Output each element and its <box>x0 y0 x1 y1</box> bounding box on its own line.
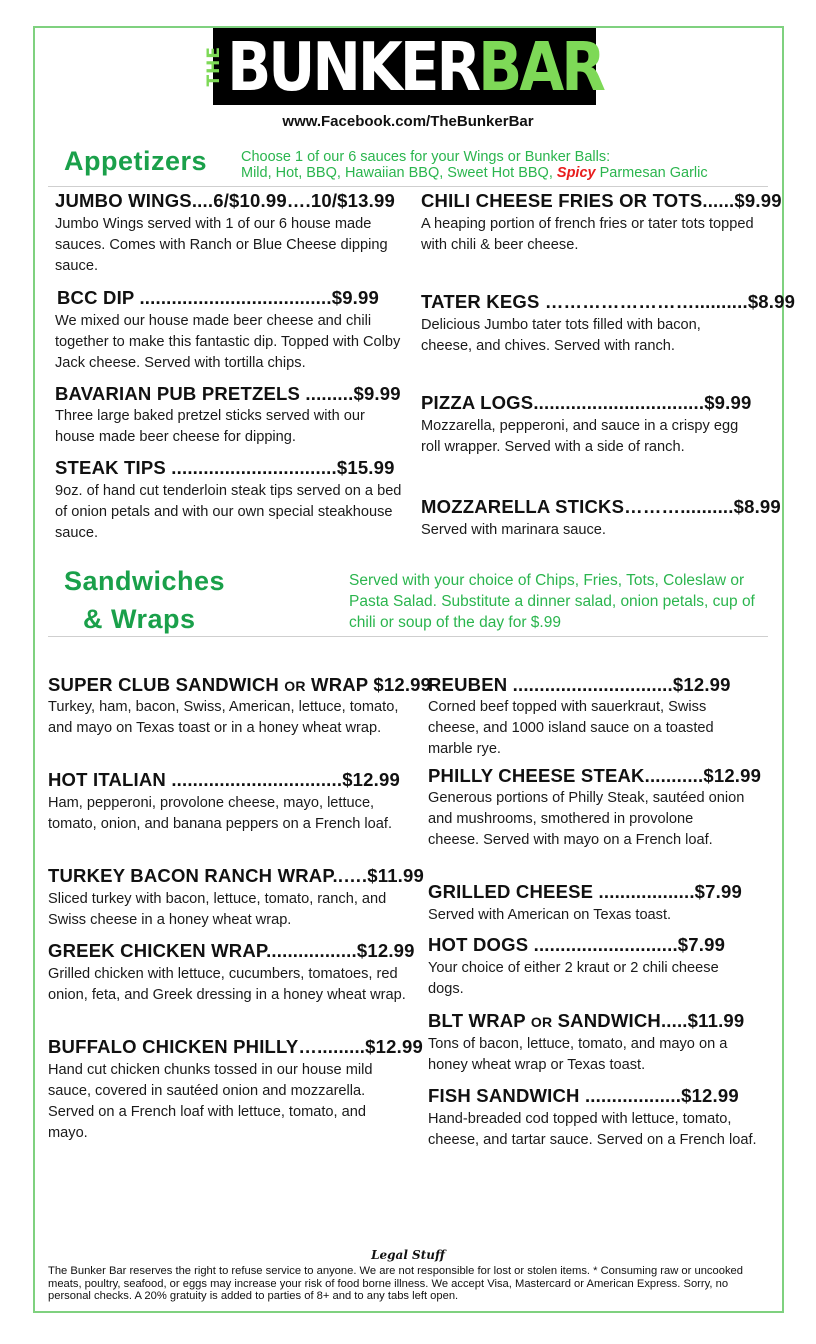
title-or: OR <box>284 678 306 694</box>
menu-item-title: FISH SANDWICH ..................$12.99 <box>428 1085 739 1106</box>
menu-item-description: Grilled chicken with lettuce, cucumbers, tomatoes, red onion, feta, and Greek dressing in a honey wheat wrap. <box>48 966 406 1003</box>
appetizers-divider <box>48 186 768 187</box>
spicy-label: Spicy <box>556 165 596 181</box>
sauce-note-line2 <box>241 165 761 181</box>
menu-item-title: MOZZARELLA STICKS………..........$8.99 <box>421 496 781 517</box>
title-part: WRAP $12.99 <box>305 674 432 695</box>
appetizers-title: Appetizers <box>64 146 208 176</box>
menu-item-title: HOT DOGS ...........................$7.99 <box>428 934 726 955</box>
appetizers-sauce-note <box>241 149 761 181</box>
menu-item-description: Served with marinara sauce. <box>421 522 606 538</box>
menu-item-title: REUBEN ..............................$12.99 <box>428 674 731 695</box>
menu-item-description: Served with American on Texas toast. <box>428 907 672 923</box>
menu-item-description: Your choice of either 2 kraut or 2 chili cheese dogs. <box>428 960 719 997</box>
menu-item-title: CHILI CHEESE FRIES OR TOTS......$9.99 <box>421 190 782 211</box>
menu-item-description: A heaping portion of french fries or tater tots topped with chili & beer cheese. <box>421 216 754 253</box>
sandwiches-title-line2: & Wraps <box>83 604 196 634</box>
logo-the: THE <box>204 46 225 87</box>
menu-item-title: PIZZA LOGS................................$9.99 <box>421 392 752 413</box>
menu-item-description: Three large baked pretzel sticks served with our house made beer cheese for dipping. <box>55 408 365 445</box>
logo-bar: BAR <box>478 27 603 106</box>
facebook-link[interactable]: www.Facebook.com/TheBunkerBar <box>282 113 534 130</box>
menu-item-description: Sliced turkey with bacon, lettuce, tomato, ranch, and Swiss cheese in a honey wheat wrap. <box>48 891 387 928</box>
menu-item-title <box>48 674 431 696</box>
menu-item-description: Jumbo Wings served with 1 of our 6 house made sauces. Comes with Ranch or Blue Cheese dipping sauce. <box>55 216 388 274</box>
menu-item-description: Hand cut chicken chunks tossed in our house mild sauce, covered in sautéed onion and mozzarella. Served on a French loaf with lettuce, tomato, and mayo. <box>48 1062 373 1141</box>
legal-text: The Bunker Bar reserves the right to refuse service to anyone. We are not responsible for lost or stolen items. * Consuming raw or uncooked meats, poultry, seafood, or eggs may increase your risk of food borne illness. We accept Visa, Mastercard or American Express. Sorry, no personal checks. A 20% gratuity is added to parties of 8+ and to any tabs left open. <box>48 1265 744 1302</box>
menu-item-title: GRILLED CHEESE ..................$7.99 <box>428 881 742 902</box>
menu-item-title: HOT ITALIAN ................................$12.99 <box>48 769 400 790</box>
substitute-note: Substitute a dinner salad, onion petals, cup of chili or soup of the day for $.99 <box>349 593 755 631</box>
menu-item-title: BUFFALO CHICKEN PHILLY….........$12.99 <box>48 1036 423 1057</box>
menu-item-description: Turkey, ham, bacon, Swiss, American, lettuce, tomato, and mayo on Texas toast or in a honey wheat wrap. <box>48 699 399 736</box>
menu-item-title: TURKEY BACON RANCH WRAP..….$11.99 <box>48 865 424 886</box>
title-part: SANDWICH.....$11.99 <box>552 1010 745 1031</box>
menu-item-description: Corned beef topped with sauerkraut, Swiss cheese, and 1000 island sauce on a toasted marble rye. <box>428 699 714 757</box>
legal-title: Legal Stuff <box>371 1248 445 1262</box>
bunker-bar-logo <box>204 27 603 106</box>
menu-item-description: 9oz. of hand cut tenderloin steak tips served on a bed of onion petals and with our own special steakhouse sauce. <box>55 483 402 541</box>
menu-item-title: JUMBO WINGS....6/$10.99….10/$13.99 <box>55 190 395 211</box>
sauce-list-end: Parmesan Garlic <box>595 165 708 181</box>
sandwiches-title-line1: Sandwiches <box>64 566 226 596</box>
menu-item-description: Ham, pepperoni, provolone cheese, mayo, lettuce, tomato, onion, and banana peppers on a French loaf. <box>48 795 393 832</box>
sandwiches-divider <box>48 636 768 637</box>
sandwiches-side-note <box>349 570 761 633</box>
sauce-note-line1: Choose 1 of our 6 sauces for your Wings or Bunker Balls: <box>241 149 611 165</box>
title-part: SUPER CLUB SANDWICH <box>48 674 285 695</box>
title-part: BLT WRAP <box>428 1010 531 1031</box>
menu-item-title: BAVARIAN PUB PRETZELS .........$9.99 <box>55 383 401 404</box>
menu-item-description: Hand-breaded cod topped with lettuce, tomato, cheese, and tartar sauce. Served on a French loaf. <box>428 1111 757 1148</box>
menu-item-description: Delicious Jumbo tater tots filled with bacon, cheese, and chives. Served with ranch. <box>421 317 701 354</box>
menu-item-title <box>428 1010 744 1032</box>
menu-item-description: Generous portions of Philly Steak, sautéed onion and mushrooms, smothered in provolone cheese. Served with mayo on a French loaf. <box>428 790 745 848</box>
menu-item-title: PHILLY CHEESE STEAK...........$12.99 <box>428 765 762 786</box>
sauce-list: Mild, Hot, BBQ, Hawaiian BBQ, Sweet Hot BBQ, <box>241 165 557 181</box>
menu-item-title: STEAK TIPS ...............................$15.99 <box>55 457 395 478</box>
menu-item-description: We mixed our house made beer cheese and chili together to make this fantastic dip. Topped with Colby Jack cheese. Served with tortilla chips. <box>55 313 401 371</box>
menu-item-description: Mozzarella, pepperoni, and sauce in a crispy egg roll wrapper. Served with a side of ranch. <box>421 418 739 455</box>
menu-item-title: BCC DIP ....................................$9.99 <box>57 287 379 308</box>
menu-item-title: TATER KEGS ……………………..........$8.99 <box>421 291 796 312</box>
title-or: OR <box>530 1014 553 1030</box>
logo-bunker: BUNKER <box>227 27 479 106</box>
sides-note: Served with your choice of Chips, Fries, Tots, Coleslaw or Pasta Salad. <box>349 572 745 610</box>
menu-item-description: Tons of bacon, lettuce, tomato, and mayo on a honey wheat wrap or Texas toast. <box>428 1036 728 1073</box>
menu-item-title: GREEK CHICKEN WRAP.................$12.99 <box>48 940 415 961</box>
